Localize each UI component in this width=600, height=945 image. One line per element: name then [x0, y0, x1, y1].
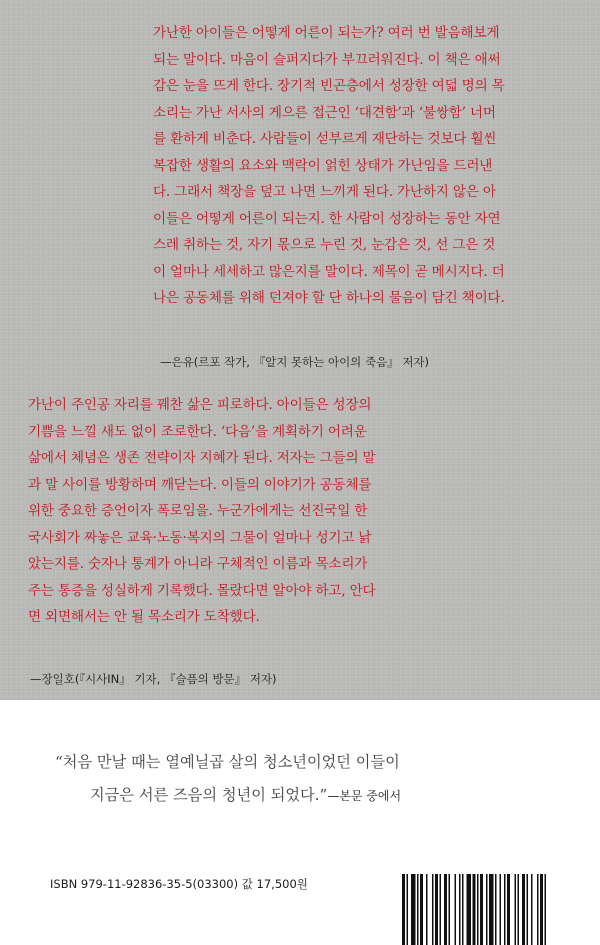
barcode-icon	[398, 872, 600, 945]
isbn-price: ISBN 979-11-92836-35-5(03300) 값 17,500원	[50, 877, 308, 891]
pull-quote-source: —본문 중에서	[327, 789, 402, 803]
review-attribution-2: —장일호(『시사IN』 기자, 『슬픔의 방문』 저자)	[30, 672, 277, 686]
review-blurb-1: 가난한 아이들은 어떻게 어른이 되는가? 여러 번 발음해보게 되는 말이다. 마음이 슬퍼지다가 부끄러워진다. 이 책은 애써 감은 눈을 뜨게 한다. 장기적 빈곤층에서 성장한 여덟 명의 목 소리는 가난 서사의 게으른 접근인 ‘대견함’과 ‘불쌍함’ 너머 를 환하게 비춘다. 사람들이 섣부르게 재단하는 것보다 훨씬 복잡한 생활의 요소와 맥락이 얽힌 상태가 가난임을 드러낸 다. 그래서 책장을 덮고 나면 느끼게 된다. 가난하지 않은 아 이들은 어떻게 어른이 되는지. 한 사람이 성장하는 동안 자연 스레 취하는 것, 자기 몫으로 누린 것, 눈감은 것, 선 그은 것 이 얼마나 세세하고 많은지를 말이다. 제목이 곧 메시지다. 더 나은 공동체를 위해 던져야 할 단 하나의 물음이 담긴 책이다.	[153, 25, 505, 306]
review-blurb-2: 가난이 주인공 자리를 꿰찬 삶은 피로하다. 아이들은 성장의 기쁨을 느낄 새도 없이 조로한다. ‘다음’을 계획하기 어려운 삶에서 체념은 생존 전략이자 지혜가 된다. 저자는 그들의 말 과 말 사이를 방황하며 깨닫는다. 이들의 이야기가 공동체를 위한 중요한 증언이자 폭로임을. 누군가에게는 선진국일 한 국사회가 짜놓은 교육·노동·복지의 그물이 얼마나 성기고 낡 았는지를. 숫자나 통계가 아니라 구체적인 이름과 목소리가 주는 통증을 성실하게 기록했다. 몰랐다면 알아야 하고, 안다 면 외면해서는 안 될 목소리가 도착했다.	[28, 397, 376, 625]
pull-quote-line-2	[90, 779, 401, 812]
review-attribution-1: —은유(르포 작가, 『알지 못하는 아이의 죽음』 저자)	[160, 355, 430, 369]
pull-quote-text: 지금은 서른 즈음의 청년이 되었다.”	[90, 786, 328, 804]
pull-quote-line-1: “처음 만날 때는 열예닐곱 살의 청소년이었던 이들이	[55, 753, 400, 771]
